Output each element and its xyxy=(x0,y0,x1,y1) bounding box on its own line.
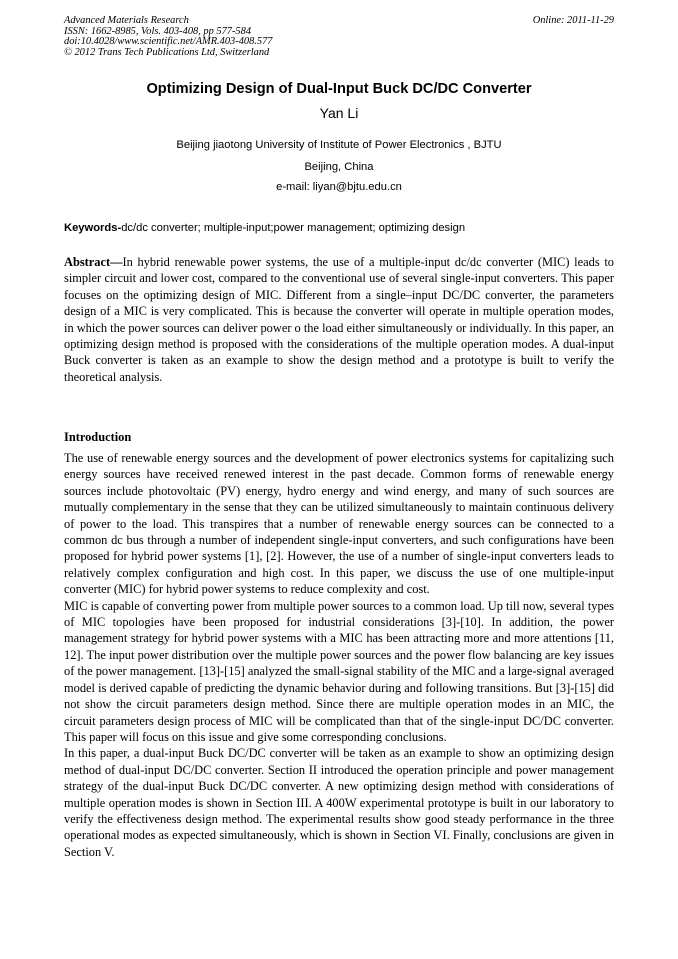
keywords-label: Keywords- xyxy=(64,222,122,234)
paper-title: Optimizing Design of Dual-Input Buck DC/DC Converter xyxy=(146,81,532,97)
keywords xyxy=(64,222,624,234)
section-heading-introduction: Introduction xyxy=(64,430,132,444)
abstract-label: Abstract— xyxy=(64,255,123,269)
online-date: Online: 2011-11-29 xyxy=(532,15,614,26)
affiliation: Beijing jiaotong University of Institute of Power Electronics , BJTU xyxy=(176,139,502,151)
introduction-body xyxy=(64,450,614,860)
abstract xyxy=(64,254,614,385)
location: Beijing, China xyxy=(304,161,374,173)
paragraph: In this paper, a dual-input Buck DC/DC converter will be taken as an example to show an optimizing design method of dual-input DC/DC converter. Section II introduced the operation principle and power management strategy of the dual-input Buck DC/DC converter. A new optimizing design method with considerations of multiple operation modes is shown in Section III. A 400W experimental prototype is built in our laboratory to verify the effectiveness design method. The experimental results show good steady performance in the three operational modes as expected simultaneously, which is shown in Section VI. Finally, conclusions are given in Section V. xyxy=(64,746,614,859)
email: e-mail: liyan@bjtu.edu.cn xyxy=(276,181,402,193)
doi-line: doi:10.4028/www.scientific.net/AMR.403-408.577 xyxy=(64,36,273,48)
journal-name: Advanced Materials Research xyxy=(64,15,189,26)
journal-header xyxy=(64,16,272,58)
paragraph: The use of renewable energy sources and the development of power electronics systems for capitalizing such energy sources have received renewed interest in the past decade. Common forms of renewable energy sources include photovoltaic (PV) energy, hydro energy and wind energy, and many of such sources are mutually complementary in the sense that they can be utilized simultaneously to maintain continuous delivery of power to the load. This transpires that a number of renewable energy sources can be connected to a common dc bus through a number of independent single-input converters, and such configurations have been proposed for hybrid power systems [1], [2]. However, the use of a number of single-input converters leads to relatively complex configuration and high cost. In this paper, we discuss the use of one multiple-input converter (MIC) for hybrid power systems to reduce complexity and cost. xyxy=(64,451,614,597)
paragraph: MIC is capable of converting power from multiple power sources to a common load. Up till now, several types of MIC topologies have been proposed for industrial considerations [3]-[10]. In addition, the power management strategy for hybrid power systems with a MIC has been attracting more and more attentions [11, 12]. The input power distribution over the multiple power sources and the power flow balancing are key issues of the power management. [13]-[15] analyzed the small-signal stability of the MIC and a large-signal averaged model is derived capable of predicting the dynamic behavior during and following transitions. But [3]-[15] did not show the circuit parameters design method. Since there are multiple operation modes in an MIC, the circuit parameters design process of MIC will be complicated than that of the single-input DC/DC converter. This paper will focus on this issue and give some corresponding conclusions. xyxy=(64,598,614,744)
abstract-text: In hybrid renewable power systems, the use of a multiple-input dc/dc converter (MIC) leads to simpler circuit and lower cost, compared to the conventional use of several single-input converters. This paper focuses on the optimizing design of MIC. Different from a single–input DC/DC converter, the parameters design of a MIC is very complicated. This is because the converter will operate in multiple operation modes, in which the power sources can deliver power o the load either simultaneously or individually. In this paper, an optimizing design method is proposed with the considerations of the multiple operation modes. A dual-input Buck converter is taken as an example to show the design method and a prototype is built to verify the theoretical analysis. xyxy=(64,255,614,384)
keywords-text: dc/dc converter; multiple-input;power management; optimizing design xyxy=(121,222,466,234)
copyright-line: © 2012 Trans Tech Publications Ltd, Switzerland xyxy=(64,46,270,58)
author-name: Yan Li xyxy=(319,105,359,121)
issn-line: ISSN: 1662-8985, Vols. 403-408, pp 577-584 xyxy=(64,25,252,37)
